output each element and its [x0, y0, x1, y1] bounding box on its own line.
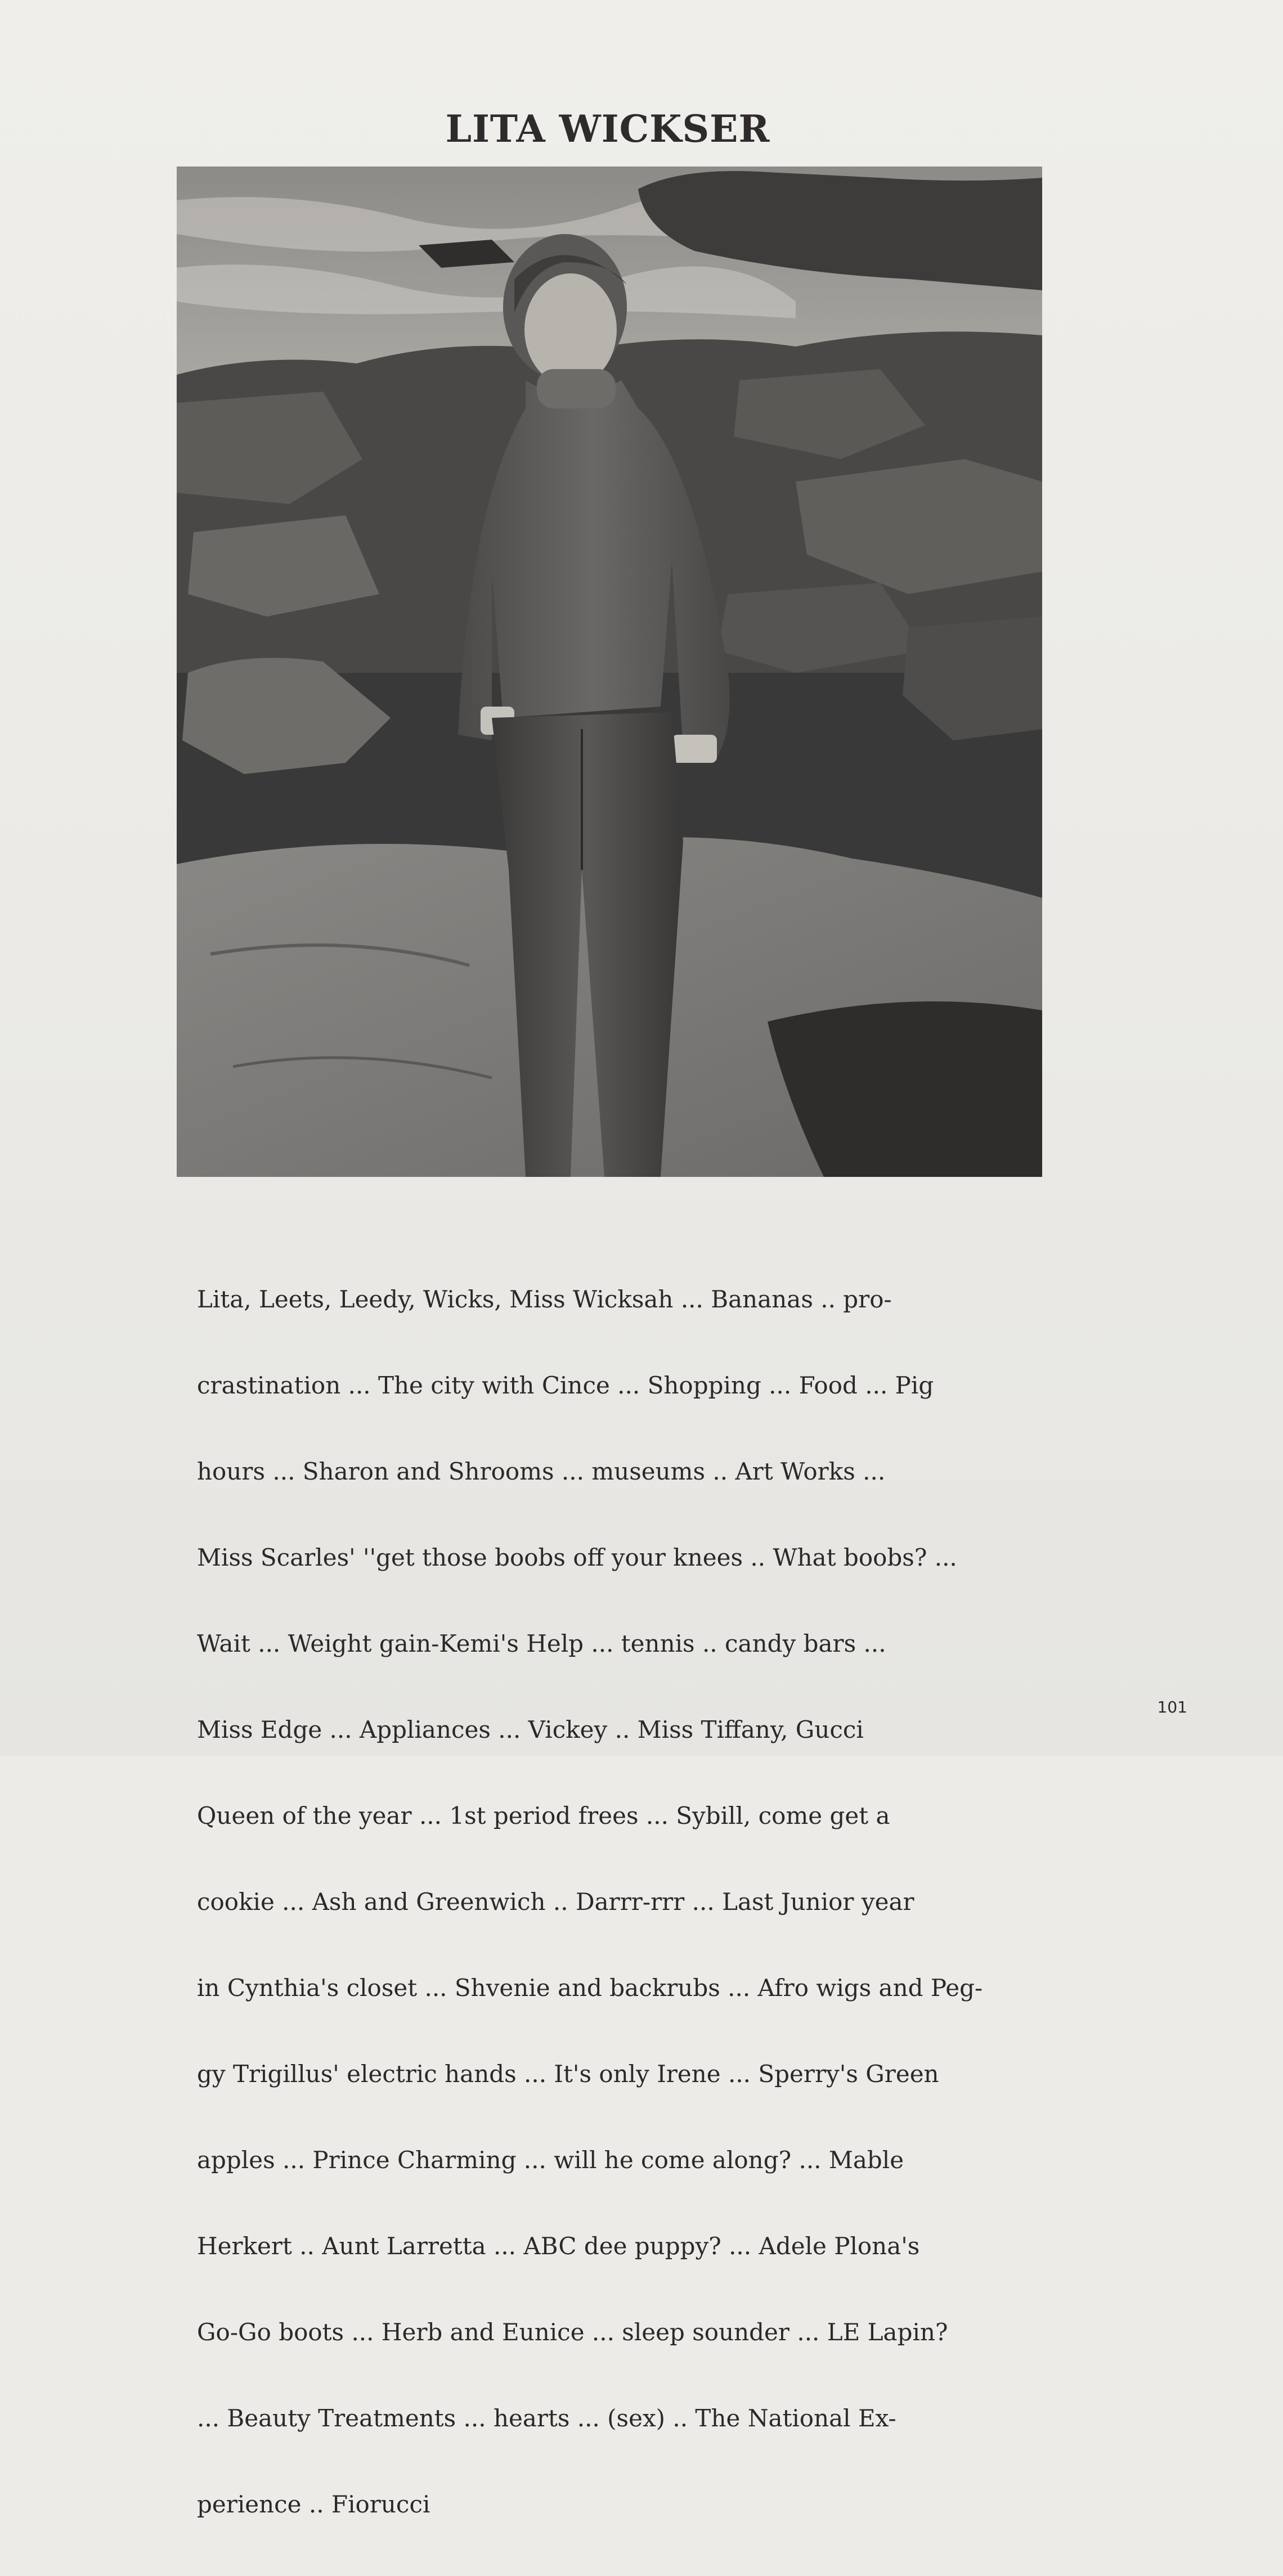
caption-text — [197, 1228, 1075, 2576]
caption-line: crastination ... The city with Cince ... Shopping ... Food ... Pig — [197, 1372, 934, 1399]
page-number: 101 — [1157, 1698, 1187, 1716]
caption-line: Herkert .. Aunt Larretta ... ABC dee puppy? ... Adele Plona's — [197, 2232, 920, 2260]
caption-line: Miss Scarles' ''get those boobs off your knees .. What boobs? ... — [197, 1544, 957, 1571]
caption-line: Lita, Leets, Leedy, Wicks, Miss Wicksah ... Bananas .. pro- — [197, 1285, 892, 1313]
caption-line: gy Trigillus' electric hands ... It's only Irene ... Sperry's Green — [197, 2060, 939, 2088]
caption-line: cookie ... Ash and Greenwich .. Darrr-rrr ... Last Junior year — [197, 1888, 914, 1916]
caption-line: in Cynthia's closet ... Shvenie and backrubs ... Afro wigs and Peg- — [197, 1974, 983, 2002]
caption-line: ... Beauty Treatments ... hearts ... (sex) .. The National Ex- — [197, 2404, 896, 2432]
portrait-photo-icon — [177, 167, 1042, 1177]
portrait-photo — [177, 167, 1042, 1177]
caption-line: hours ... Sharon and Shrooms ... museums .. Art Works ... — [197, 1458, 886, 1485]
caption-line: perience .. Fiorucci — [197, 2490, 430, 2518]
caption-line: Go-Go boots ... Herb and Eunice ... sleep sounder ... LE Lapin? — [197, 2318, 948, 2346]
page-title: LITA WICKSER — [445, 107, 770, 151]
caption-line: Queen of the year ... 1st period frees ... Sybill, come get a — [197, 1802, 890, 1829]
caption-line: apples ... Prince Charming ... will he come along? ... Mable — [197, 2146, 904, 2174]
caption-line: Miss Edge ... Appliances ... Vickey .. Miss Tiffany, Gucci — [197, 1716, 864, 1743]
caption-line: Wait ... Weight gain-Kemi's Help ... tennis .. candy bars ... — [197, 1630, 886, 1657]
